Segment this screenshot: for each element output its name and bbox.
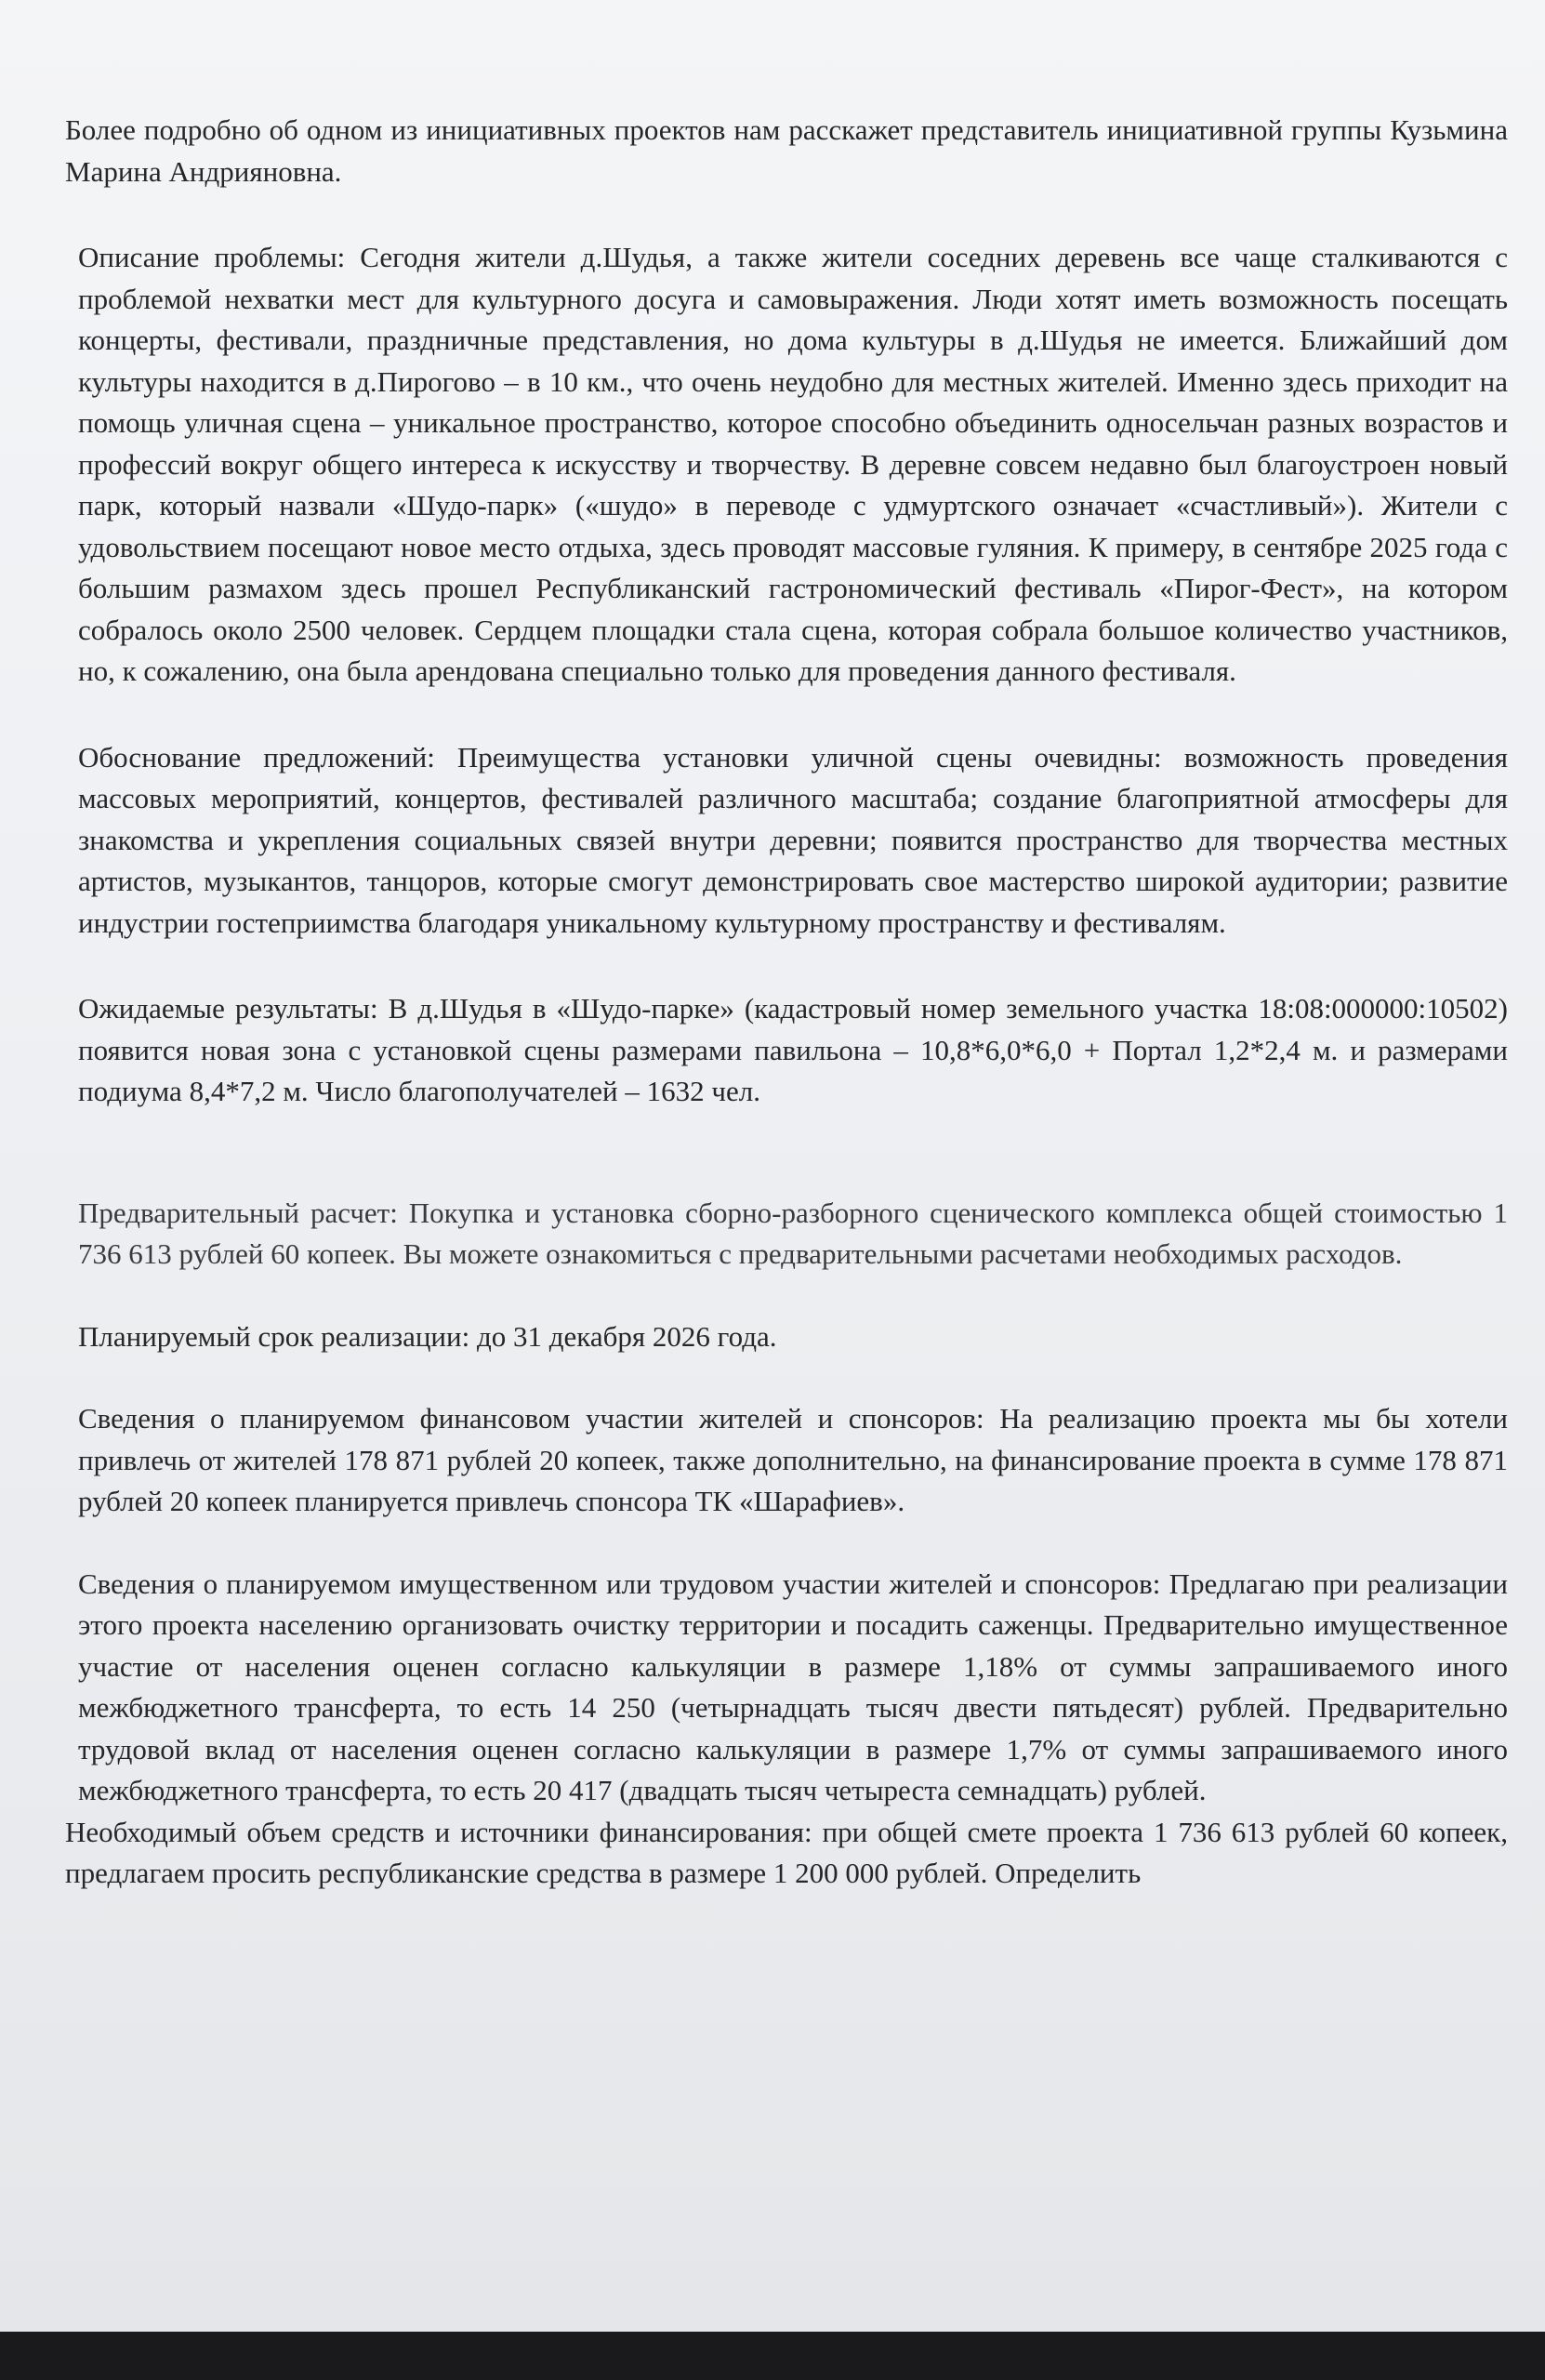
- intro-paragraph: Более подробно об одном из инициативных проектов нам расскажет представитель инициативной группы Кузьмина Марина Андрияновна.: [65, 113, 1508, 188]
- financial-participation-paragraph: Сведения о планируемом финансовом участии жителей и спонсоров: На реализацию проекта мы бы хотели привлечь от жителей 178 871 рублей 20 копеек, также дополнительно, на финансирование проекта в сумме 178 871 рублей 20 копеек планируется привлечь спонсора ТК «Шарафиев».: [78, 1402, 1508, 1517]
- problem-paragraph: Описание проблемы: Сегодня жители д.Шудья, а также жители соседних деревень все чаще сталкиваются с проблемой нехватки мест для культурного досуга и самовыражения. Люди хотят иметь возможность посещать концерты, фестивали, праздничные представления, но дома культуры в д.Шудья не имеется. Ближайший дом культуры находится в д.Пирогово – в 10 км., что очень неудобно для местных жителей. Именно здесь приходит на помощь уличная сцена – уникальное пространство, которое способно объединить односельчан разных возрастов и профессий вокруг общего интереса к искусству и творчеству. В деревне совсем недавно был благоустроен новый парк, который назвали «Шудо-парк» («шудо» в переводе с удмуртского означает «счастливый»). Жители с удовольствием посещают новое место отдыха, здесь проводят массовые гуляния. К примеру, в сентябре 2025 года с большим размахом здесь прошел Республиканский гастрономический фестиваль «Пирог-Фест», на котором собралось около 2500 человек. Сердцем площадки стала сцена, которая собрала большое количество участников, но, к сожалению, она была арендована специально только для проведения данного фестиваля.: [78, 241, 1508, 687]
- photo-bottom-edge: [0, 2332, 1545, 2380]
- results-paragraph: Ожидаемые результаты: В д.Шудья в «Шудо-парке» (кадастровый номер земельного участка 18:08:000000:10502) появится новая зона с установкой сцены размерами павильона – 10,8*6,0*6,0 + Портал 1,2*2,4 м. и размерами подиума 8,4*7,2 м. Число благополучателей – 1632 чел.: [78, 992, 1508, 1107]
- funding-paragraph: Необходимый объем средств и источники финансирования: при общей смете проекта 1 736 613 рублей 60 копеек, предлагаем просить республиканские средства в размере 1 200 000 рублей. Определить: [65, 1815, 1508, 1889]
- justification-paragraph: Обоснование предложений: Преимущества установки уличной сцены очевидны: возможность проведения массовых мероприятий, концертов, фестивалей различного масштаба; создание благоприятной атмосферы для знакомства и укрепления социальных связей внутри деревни; появится пространство для творчества местных артистов, музыкантов, танцоров, которые смогут демонстрировать свое мастерство широкой аудитории; развитие индустрии гостеприимства благодаря уникальному культурному пространству и фестивалям.: [78, 740, 1508, 939]
- document-body: [65, 110, 1508, 1895]
- property-participation-paragraph: Сведения о планируемом имущественном или трудовом участии жителей и спонсоров: Предлагаю при реализации этого проекта населению организовать очистку территории и посадить саженцы. Предварительно имущественное участие от населения оценен согласно калькуляции в размере 1,18% от суммы запрашиваемого иного межбюджетного трансферта, то есть 14 250 (четырнадцать тысяч двести пятьдесят) рублей. Предварительно трудовой вклад от населения оценен согласно калькуляции в размере 1,7% от суммы запрашиваемого иного межбюджетного трансферта, то есть 20 417 (двадцать тысяч четыреста семнадцать) рублей.: [78, 1567, 1508, 1806]
- estimate-paragraph: Предварительный расчет: Покупка и установка сборно-разборного сценического комплекса общей стоимостью 1 736 613 рублей 60 копеек. Вы можете ознакомиться с предварительными расчетами необходимых расходов.: [78, 1196, 1508, 1270]
- deadline-paragraph: Планируемый срок реализации: до 31 декабря 2026 года.: [78, 1319, 777, 1353]
